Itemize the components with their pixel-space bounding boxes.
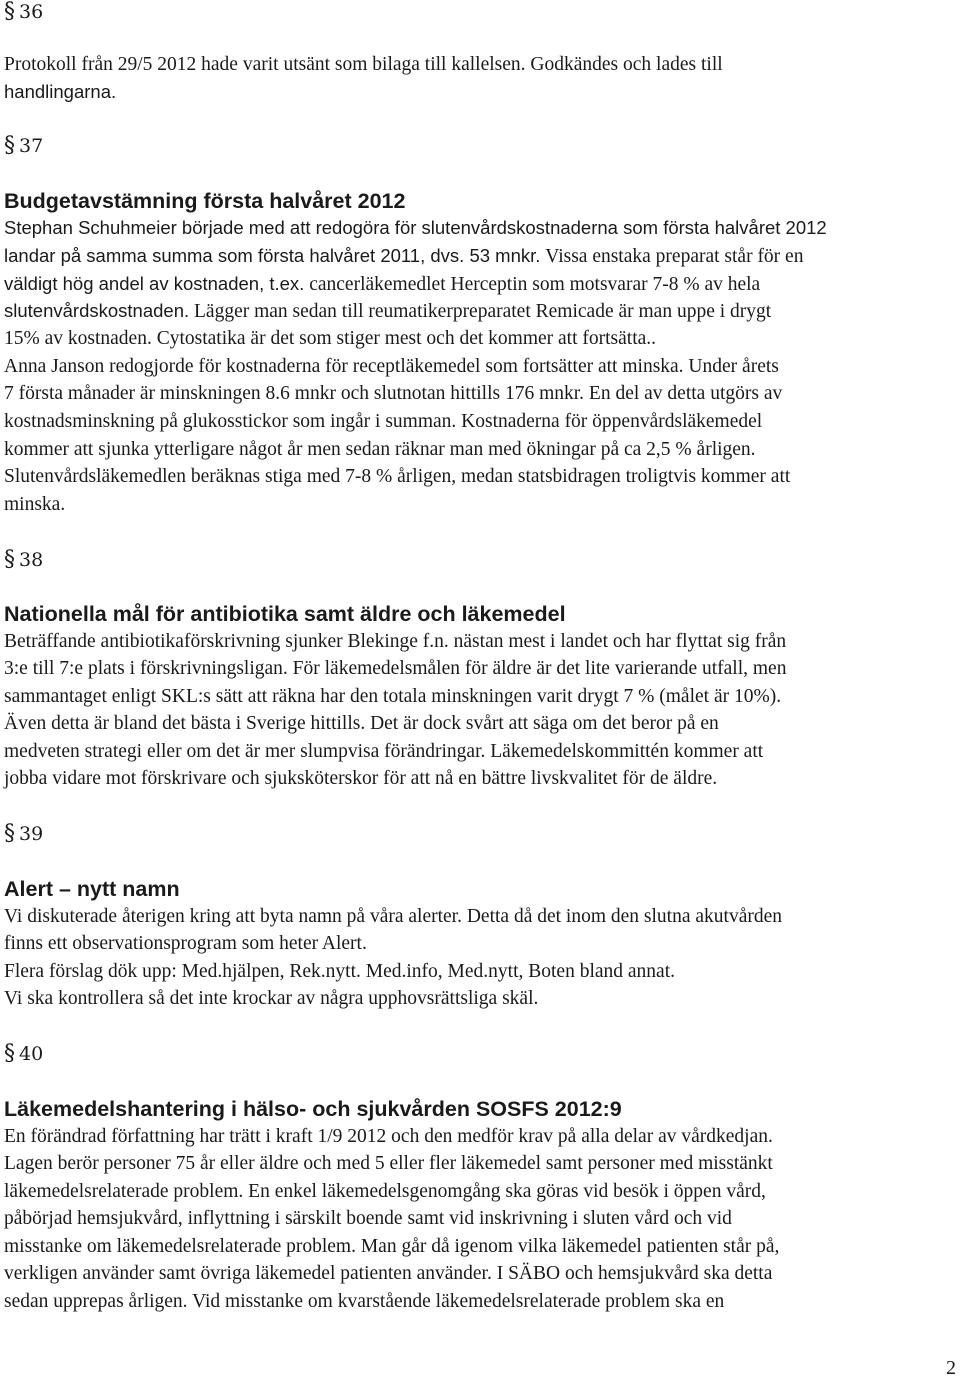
body-line: Vi ska kontrollera så det inte krockar av några upphovsrättsliga skäl. xyxy=(4,988,539,1009)
body-line: medveten strategi eller om det är mer slumpvisa förändringar. Läkemedelskommittén kommer att xyxy=(4,741,764,762)
body-text: landar på samma summa som första halvåret 2011, dvs. 53 mnkr. xyxy=(4,245,541,266)
body-text: slutenvårdskostnaden. xyxy=(4,300,190,321)
body-line: En förändrad författning har trätt i kraft 1/9 2012 och den medför krav på alla delar av vårdkedjan. xyxy=(4,1126,773,1147)
body-line: minska. xyxy=(4,494,66,515)
body-text: cancerläkemedlet Herceptin som motsvarar 7-8 % av hela xyxy=(309,274,761,295)
body-line: misstanke om läkemedelsrelaterade problem. Man går då igenom vilka läkemedel patienten står på, xyxy=(4,1236,780,1257)
body-line: Protokoll från 29/5 2012 hade varit utsänt som bilaga till kallelsen. Godkändes och lades till xyxy=(4,54,723,75)
body-line: Slutenvårdsläkemedlen beräknas stiga med 7-8 % årligen, medan statsbidragen troligtvis kommer att xyxy=(4,466,791,487)
body-line: kommer att sjunka ytterligare något år men sedan räknar man med ökningar på ca 2,5 % årligen. xyxy=(4,439,756,460)
body-line: Flera förslag dök upp: Med.hjälpen, Rek.nytt. Med.info, Med.nytt, Boten bland annat. xyxy=(4,961,676,982)
section-sign: § xyxy=(4,0,15,24)
section-heading: Budgetavstämning första halvåret 2012 xyxy=(4,189,406,213)
section-number: 40 xyxy=(19,1043,44,1065)
section-sign: § xyxy=(4,547,15,572)
section-marker xyxy=(4,134,43,158)
body-text: Lägger man sedan till reumatikerpreparatet Remicade är man uppe i drygt xyxy=(194,301,772,322)
section-sign: § xyxy=(4,821,15,846)
body-line: jobba vidare mot förskrivare och sjuksköterskor för att nå en bättre livskvalitet för de äldre. xyxy=(4,768,718,789)
body-line: 15% av kostnaden. Cytostatika är det som stiger mest och det kommer att fortsätta.. xyxy=(4,328,657,349)
body-line: Beträffande antibiotikaförskrivning sjunker Blekinge f.n. nästan mest i landet och har flyttat sig från xyxy=(4,631,787,652)
body-line: sammantaget enligt SKL:s sätt att räkna har den totala minskningen varit drygt 7 % (målet är 10%). xyxy=(4,686,782,707)
body-line xyxy=(4,243,803,270)
section-marker xyxy=(4,0,43,24)
body-line: påbörjad hemsjukvård, inflyttning i särskilt boende samt vid inskrivning i sluten vård och vid xyxy=(4,1208,732,1229)
body-text: väldigt hög andel av kostnaden, t.ex. xyxy=(4,273,305,294)
page-number: 2 xyxy=(946,1357,956,1379)
body-line: sedan upprepas årligen. Vid misstanke om kvarstående läkemedelsrelaterade problem ska en xyxy=(4,1291,725,1312)
section-heading: Alert – nytt namn xyxy=(4,877,180,901)
body-line: handlingarna. xyxy=(4,81,117,102)
section-number: 38 xyxy=(19,549,44,571)
section-number: 37 xyxy=(19,135,44,157)
section-marker xyxy=(4,822,43,846)
section-sign: § xyxy=(4,1041,15,1066)
body-text: Vissa enstaka preparat står för en xyxy=(545,246,804,267)
section-marker xyxy=(4,1042,43,1066)
body-line: Lagen berör personer 75 år eller äldre och med 5 eller fler läkemedel samt personer med misstänkt xyxy=(4,1153,773,1174)
body-line: 7 första månader är minskningen 8.6 mnkr och slutnotan hittills 176 mnkr. En del av detta utgörs av xyxy=(4,383,783,404)
body-line: Stephan Schuhmeier började med att redogöra för slutenvårdskostnaderna som första halvåret 2012 xyxy=(4,217,827,238)
section-number: 39 xyxy=(19,823,44,845)
section-marker xyxy=(4,548,43,572)
body-line: kostnadsminskning på glukosstickor som ingår i summan. Kostnaderna för öppenvårdsläkemedel xyxy=(4,411,763,432)
body-line xyxy=(4,298,771,325)
section-sign: § xyxy=(4,133,15,158)
body-line: Anna Janson redogjorde för kostnaderna för receptläkemedel som fortsätter att minska. Under årets xyxy=(4,356,779,377)
body-line: Även detta är bland det bästa i Sverige hittills. Det är dock svårt att säga om det beror på en xyxy=(4,713,719,734)
section-number: 36 xyxy=(19,1,44,23)
body-line: finns ett observationsprogram som heter Alert. xyxy=(4,933,367,954)
body-line xyxy=(4,271,760,298)
body-line: Vi diskuterade återigen kring att byta namn på våra alerter. Detta då det inom den slutna akutvården xyxy=(4,906,783,927)
body-line: läkemedelsrelaterade problem. En enkel läkemedelsgenomgång ska göras vid besök i öppen vård, xyxy=(4,1181,766,1202)
section-heading: Nationella mål för antibiotika samt äldre och läkemedel xyxy=(4,602,566,626)
body-line: 3:e till 7:e plats i förskrivningsligan. För läkemedelsmålen för äldre är det lite varierande utfall, men xyxy=(4,658,787,679)
section-heading: Läkemedelshantering i hälso- och sjukvården SOSFS 2012:9 xyxy=(4,1097,622,1121)
body-line: verkligen använder samt övriga läkemedel patienten använder. I SÄBO och hemsjukvård ska detta xyxy=(4,1263,773,1284)
